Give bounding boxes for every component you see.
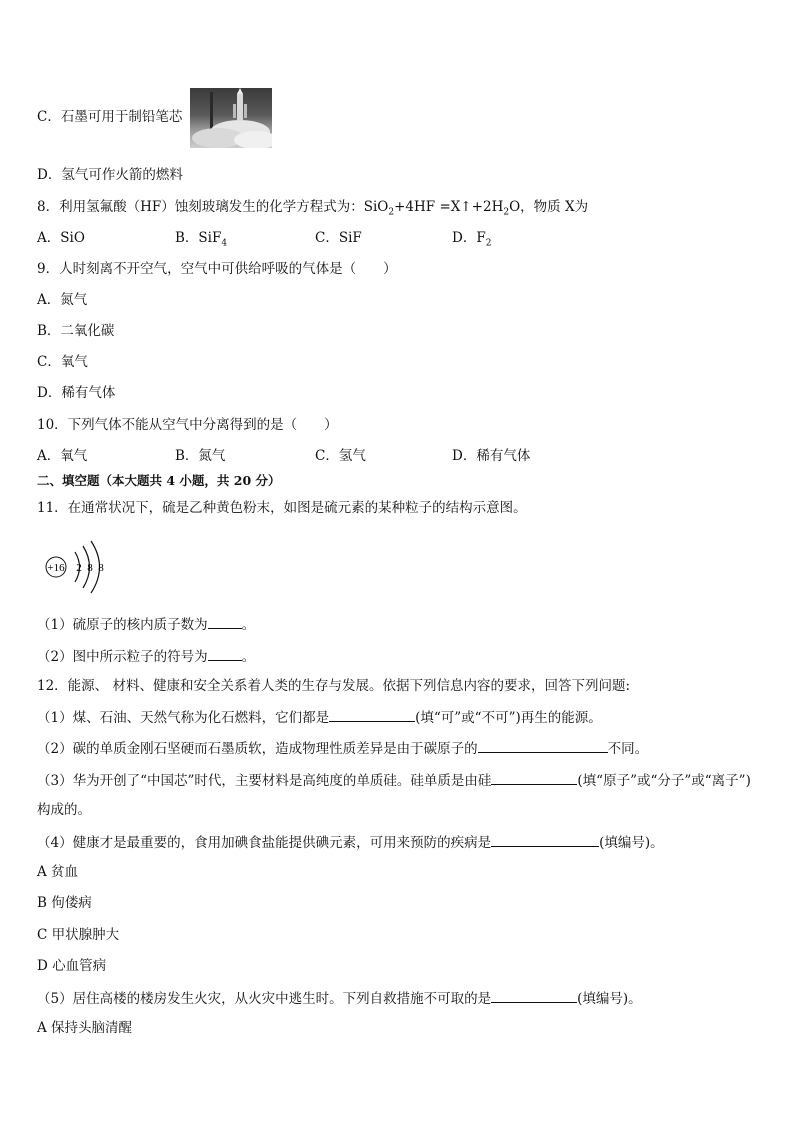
q8-option-c [315,229,362,247]
section-heading-text: 二、填空题（本大题共 4 小题，共 20 分） [37,473,281,488]
q9-option-d-text: D．稀有气体 [37,385,116,401]
q12-part5-post: (填编号)。 [577,991,642,1007]
q8-stem-pre: 8．利用氢氟酸（HF）蚀刻玻璃发生的化学方程式为：SiO [37,199,389,215]
q10-option-a-text: A．氧气 [37,448,88,464]
q12-part3-post: (填“原子”或“分子”或“离子”) [577,773,751,789]
shell-3-electron-count: 8 [98,562,104,574]
q8-option-b-text: B．SiF [175,230,222,246]
q12-part3 [37,770,751,790]
q12-stem [37,677,630,695]
q12-part5-option-a-text: A 保持头脑清醒 [37,1020,133,1036]
q12-part5-pre: （5）居住高楼的楼房发生火灾，从火灾中逃生时。下列自救措施不可取的是 [37,991,492,1007]
q10-option-d-text: D．稀有气体 [452,448,531,464]
q11-part1-pre: （1）硫原子的核内质子数为 [37,617,208,633]
q8-stem-sub2: 2 [503,207,510,218]
q8-option-a [37,229,85,247]
q10-option-c-text: C．氢气 [315,448,366,464]
q8-stem [37,198,588,222]
q11-part2-answer-blank[interactable] [208,646,242,661]
q12-part5-answer-blank[interactable] [491,988,577,1003]
q12-part4-option-c [37,926,119,944]
q7-option-c [37,108,182,126]
rocket-launch-photo [190,88,272,148]
q10-option-b-text: B．氮气 [175,448,226,464]
q12-part4-option-a [37,863,78,881]
q10-stem [37,416,338,434]
q8-option-b-sub: 4 [221,238,228,249]
q10-option-b [175,447,225,465]
q8-option-d-sub: 2 [485,238,492,249]
q10-option-a [37,447,87,465]
sulfur-ion-structure-diagram [42,540,122,596]
q9-option-c [37,353,88,371]
q12-part3-continuation [37,801,91,819]
q9-stem-text: 9．人时刻离不开空气，空气中可供给呼吸的气体是（ ） [37,261,397,277]
q9-option-c-text: C．氧气 [37,354,88,370]
q12-part1-post: (填“可”或“不可”)再生的能源。 [415,710,602,726]
q12-part4-option-b [37,894,92,912]
shell-1-electron-count: 2 [76,562,82,574]
q9-option-d [37,384,115,402]
q7-option-d-text: D．氢气可作火箭的燃料 [37,167,183,183]
q12-part4-pre: （4）健康才是最重要的，食用加碘食盐能提供碘元素，可用来预防的疾病是 [37,835,492,851]
q12-part3-pre: （3）华为开创了“中国芯”时代，主要材料是高纯度的单质硅。硅单质是由硅 [37,773,492,789]
q12-part1-pre: （1）煤、石油、天然气称为化石燃料，它们都是 [37,710,330,726]
q9-option-b-text: B．二氧化碳 [37,323,115,339]
q8-option-a-text: A．SiO [37,230,85,246]
q12-part3-cont-text: 构成的。 [37,802,91,818]
q12-part4-option-d-text: D 心血管病 [37,958,107,974]
shell-2-electron-count: 8 [87,562,93,574]
q9-option-a-text: A．氮气 [37,292,88,308]
q11-part2 [37,646,255,666]
q9-option-b [37,322,114,340]
q12-part1 [37,707,602,727]
q8-option-d [452,229,491,253]
q11-stem-text: 11．在通常状况下，硫是乙种黄色粉末，如图是硫元素的某种粒子的结构示意图。 [37,500,527,516]
q12-part4-option-d [37,957,106,975]
q10-option-c [315,447,366,465]
q12-part2-answer-blank[interactable] [478,738,608,753]
q12-part5-option-a [37,1019,132,1037]
q11-stem [37,499,527,517]
q9-option-a [37,291,87,309]
q10-stem-text: 10．下列气体不能从空气中分离得到的是（ ） [37,417,338,433]
q12-part4-option-c-text: C 甲状腺肿大 [37,927,120,943]
q12-part1-answer-blank[interactable] [329,707,415,722]
q11-part1-answer-blank[interactable] [208,614,242,629]
q11-part1-post: 。 [241,617,256,633]
q9-stem [37,260,397,278]
q12-part2 [37,738,648,758]
q12-part2-post: 不同。 [607,741,649,757]
q11-part1 [37,614,255,634]
q12-part3-answer-blank[interactable] [491,770,577,785]
q8-option-c-text: C．SiF [315,230,362,246]
q8-stem-mid: +4HF =X↑+2H [394,199,504,215]
q10-option-d [452,447,530,465]
q11-part2-post: 。 [241,649,256,665]
q12-part5 [37,988,642,1008]
q12-part4-option-b-text: B 佝偻病 [37,895,92,911]
q7-option-c-text: C．石墨可用于制铅笔芯 [37,109,183,125]
q8-stem-sub1: 2 [388,207,395,218]
q12-part4-answer-blank[interactable] [491,832,599,847]
q8-option-b [175,229,227,253]
q8-option-d-text: D．F [452,230,486,246]
q12-part2-pre: （2）碳的单质金刚石坚硬而石墨质软，造成物理性质差异是由于碳原子的 [37,741,478,757]
q11-part2-pre: （2）图中所示粒子的符号为 [37,649,208,665]
q12-part4-post: (填编号)。 [599,835,664,851]
q8-stem-post: O，物质 X为 [509,199,589,215]
nucleus-charge-label: +16 [47,562,65,574]
q12-part4-option-a-text: A 贫血 [37,864,79,880]
q12-part4 [37,832,664,852]
section-heading [37,472,281,490]
q7-option-d [37,166,183,184]
q12-stem-text: 12．能源、 材料、健康和安全关系着人类的生存与发展。依据下列信息内容的要求，回答下列问题: [37,678,631,694]
